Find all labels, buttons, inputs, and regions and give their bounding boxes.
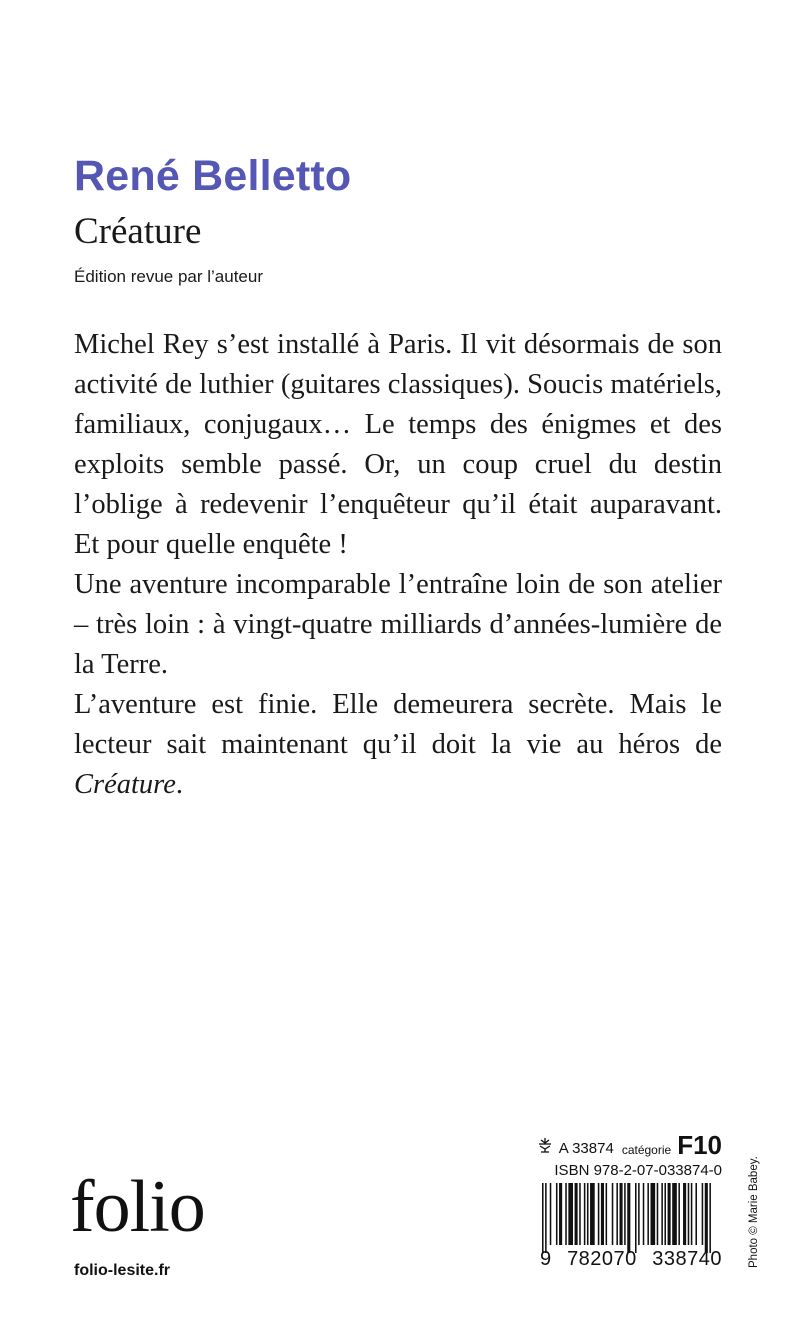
barcode-bar <box>678 1183 680 1245</box>
barcode-digit-right: 338740 <box>652 1248 722 1270</box>
barcode-bar <box>579 1183 581 1245</box>
barcode-bar <box>691 1183 693 1245</box>
isbn-number: ISBN 978-2-07-033874-0 <box>554 1162 722 1179</box>
barcode-bar <box>709 1183 711 1253</box>
barcode-bar <box>606 1183 608 1245</box>
back-cover-blurb <box>74 325 722 805</box>
barcode-bar <box>688 1183 690 1245</box>
barcode-bar <box>587 1183 589 1245</box>
category-code: F10 <box>677 1130 722 1160</box>
publisher-site: folio-lesite.fr <box>74 1262 171 1279</box>
barcode-bar <box>616 1183 618 1245</box>
barcode-bar <box>575 1183 578 1245</box>
blurb-paragraph-1: Michel Rey s’est installé à Paris. Il vit désormais de son activité de luthier (guitares classiques). Soucis matériels, familiaux, conjugaux… Le temps des énigmes et des exploits semble passé. Or, un coup cruel du destin l’oblige à redevenir l’enquêteur qu’il était auparavant. Et pour quelle enquête ! <box>74 329 722 560</box>
barcode-bar <box>695 1183 697 1245</box>
barcode-bar <box>651 1183 656 1245</box>
blurb-title-reference: Créature <box>74 769 176 800</box>
barcode-bar <box>672 1183 677 1245</box>
barcode-bar <box>590 1183 595 1245</box>
barcode <box>540 1183 722 1253</box>
barcode-bar <box>542 1183 544 1253</box>
barcode-bar <box>664 1183 666 1245</box>
barcode-bar <box>550 1183 552 1245</box>
blurb-paragraph-3-end: . <box>175 769 183 800</box>
blurb-paragraph-3-text: L’aventure est finie. Elle demeurera secrète. Mais le lecteur sait maintenant qu’il doit la vie au héros de <box>74 689 722 760</box>
barcode-bar <box>612 1183 614 1245</box>
barcode-bar <box>627 1183 630 1253</box>
barcode-bar <box>584 1183 586 1245</box>
reference-line <box>528 1130 722 1160</box>
book-title: Créature <box>74 211 202 252</box>
author-name: René Belletto <box>74 152 352 200</box>
barcode-bar <box>598 1183 600 1245</box>
barcode-bar <box>702 1183 704 1245</box>
edition-note: Édition revue par l’auteur <box>74 267 264 286</box>
barcode-bar <box>635 1183 637 1253</box>
barcode-bar <box>565 1183 567 1245</box>
barcode-bar <box>624 1183 626 1245</box>
barcode-bar <box>643 1183 645 1245</box>
barcode-bar <box>601 1183 604 1245</box>
barcode-digit-lead: 9 <box>540 1248 552 1270</box>
barcode-bar <box>668 1183 671 1245</box>
barcode-bar <box>705 1183 708 1253</box>
reference-number: A 33874 <box>558 1140 614 1158</box>
barcode-bar <box>661 1183 663 1245</box>
barcode-bar <box>556 1183 558 1245</box>
barcode-bar <box>657 1183 659 1245</box>
barcode-digit-left: 782070 <box>567 1248 637 1270</box>
gallimard-logo-icon <box>536 1137 554 1157</box>
barcode-bar <box>568 1183 573 1245</box>
barcode-bar <box>559 1183 562 1245</box>
folio-logo: folio <box>70 1166 205 1248</box>
barcode-digits <box>540 1248 722 1271</box>
barcode-bar <box>620 1183 623 1245</box>
blurb-paragraph-3 <box>74 685 722 805</box>
category-label: catégorie <box>621 1143 672 1158</box>
barcode-bar <box>647 1183 649 1245</box>
barcode-bar <box>638 1183 640 1245</box>
barcode-bar <box>683 1183 686 1245</box>
photo-credit: Photo © Marie Babey. <box>748 1156 760 1268</box>
barcode-bar <box>545 1183 547 1253</box>
blurb-paragraph-2: Une aventure incomparable l’entraîne loin de son atelier – très loin : à vingt-quatre milliards d’années-lumière de la Terre. <box>74 569 722 680</box>
